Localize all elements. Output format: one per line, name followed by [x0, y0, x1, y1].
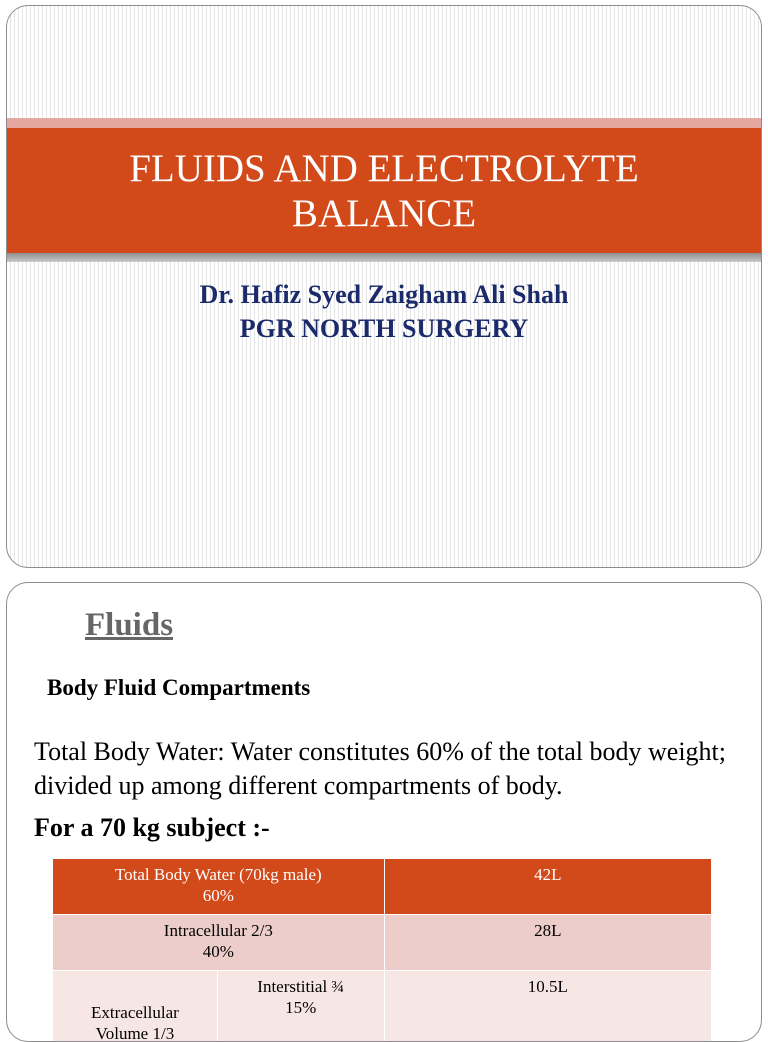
- slide-heading: Fluids: [85, 607, 173, 644]
- table-cell-label: [217, 971, 384, 1042]
- subject-line: For a 70 kg subject :-: [34, 813, 270, 843]
- author-position: PGR NORTH SURGERY: [7, 312, 761, 346]
- table-cell-label: [53, 915, 385, 971]
- content-slide: [6, 582, 762, 1042]
- table-row: [53, 859, 712, 915]
- slide-title: [129, 146, 639, 236]
- fluid-compartments-table: [52, 858, 712, 1042]
- title-band-shadow: [7, 253, 761, 262]
- table-cell-group: [53, 971, 218, 1042]
- table-cell-label: [53, 859, 385, 915]
- table-cell-value: 28L: [384, 915, 711, 971]
- cell-text: 60%: [59, 885, 378, 906]
- cell-text: 40%: [59, 941, 378, 962]
- cell-text: Total Body Water (70kg male): [59, 864, 378, 885]
- body-paragraph: Total Body Water: Water constitutes 60% of the total body weight; divided up among different compartments of body.: [34, 735, 744, 803]
- title-band-accent: [7, 118, 761, 128]
- slide-title-line2: BALANCE: [129, 191, 639, 236]
- slide-title-line1: FLUIDS AND ELECTROLYTE: [129, 146, 639, 191]
- table-row: [53, 915, 712, 971]
- table-row: [53, 971, 712, 1042]
- slide-subtitle: [7, 278, 761, 346]
- cell-text: Volume 1/3: [59, 1023, 211, 1042]
- section-subheading: Body Fluid Compartments: [47, 675, 310, 701]
- table-cell-value: 10.5L: [384, 971, 711, 1042]
- title-band: [7, 128, 761, 253]
- author-name: Dr. Hafiz Syed Zaigham Ali Shah: [7, 278, 761, 312]
- title-slide: [6, 5, 762, 568]
- cell-text: Extracellular: [59, 1002, 211, 1023]
- cell-text: Intracellular 2/3: [59, 920, 378, 941]
- cell-text: Interstitial ¾: [224, 976, 378, 997]
- cell-text: 15%: [224, 997, 378, 1018]
- table-cell-value: 42L: [384, 859, 711, 915]
